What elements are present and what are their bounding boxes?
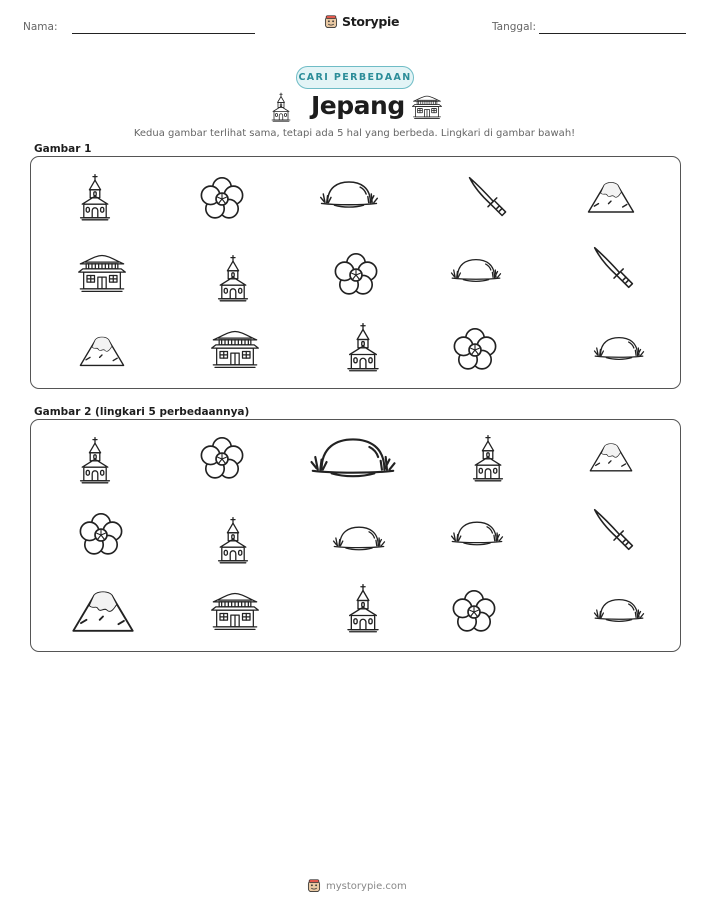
bush-icon[interactable]	[319, 178, 379, 210]
date-label: Tanggal:	[492, 21, 536, 33]
brand-logo	[324, 14, 399, 29]
church-icon[interactable]	[79, 435, 111, 485]
pagoda-house-icon[interactable]	[77, 252, 127, 294]
mountain-icon[interactable]	[586, 178, 636, 216]
bush-icon[interactable]	[593, 595, 645, 625]
brand-name: Storypie	[342, 14, 400, 29]
picture2-label: Gambar 2 (lingkari 5 perbedaannya)	[34, 406, 250, 418]
picture1-label: Gambar 1	[34, 143, 92, 155]
footer	[307, 879, 407, 893]
bush-icon[interactable]	[593, 333, 645, 363]
sword-icon[interactable]	[466, 175, 510, 219]
flower-icon[interactable]	[452, 327, 498, 373]
flower-icon[interactable]	[199, 436, 245, 482]
page-title: Jepang	[311, 91, 405, 120]
footer-url[interactable]: mystorypie.com	[326, 880, 407, 892]
flower-icon[interactable]	[199, 176, 245, 222]
activity-badge: CARI PERBEDAAN	[296, 66, 414, 89]
worksheet-header	[0, 14, 709, 40]
flower-icon[interactable]	[78, 512, 124, 558]
bush-icon[interactable]	[450, 517, 504, 549]
church-icon[interactable]	[217, 515, 249, 565]
sword-icon[interactable]	[591, 245, 637, 291]
mountain-icon[interactable]	[78, 333, 126, 369]
pagoda-house-icon[interactable]	[210, 590, 260, 632]
pagoda-house-icon[interactable]	[210, 328, 260, 370]
sword-icon[interactable]	[591, 507, 637, 553]
flower-icon[interactable]	[451, 589, 497, 635]
name-label: Nama:	[23, 21, 58, 33]
church-icon[interactable]	[79, 173, 111, 221]
mountain-icon[interactable]	[588, 439, 634, 475]
church-icon[interactable]	[346, 583, 380, 633]
pagoda-house-icon	[411, 94, 443, 120]
name-field-line[interactable]	[72, 33, 255, 34]
date-field-line[interactable]	[539, 33, 686, 34]
bush-icon[interactable]	[450, 255, 502, 285]
storypie-logo-icon	[307, 879, 321, 893]
storypie-logo-icon	[324, 15, 338, 29]
church-icon	[270, 92, 292, 122]
instruction-text: Kedua gambar terlihat sama, tetapi ada 5 hal yang berbeda. Lingkari di gambar bawah!	[133, 128, 576, 139]
church-icon[interactable]	[472, 433, 504, 483]
mountain-icon[interactable]	[70, 586, 136, 636]
flower-icon[interactable]	[333, 252, 379, 298]
bush-icon[interactable]	[309, 434, 397, 480]
church-icon[interactable]	[346, 322, 380, 372]
bush-icon[interactable]	[332, 522, 386, 554]
church-icon[interactable]	[217, 254, 249, 302]
